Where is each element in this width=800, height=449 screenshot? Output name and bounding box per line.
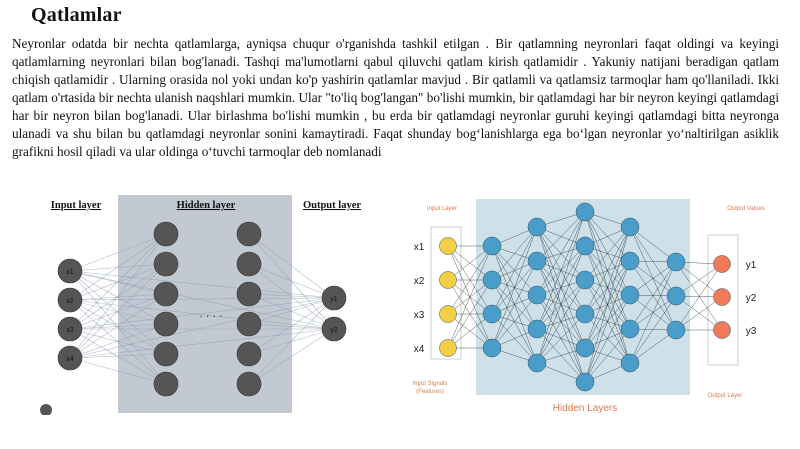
input-signals-caption: Input Signals bbox=[412, 381, 448, 387]
output-variable-label: y2 bbox=[745, 293, 757, 304]
neuron-node bbox=[714, 322, 731, 339]
output-values-header: Output Values bbox=[727, 206, 765, 212]
neuron-node bbox=[667, 287, 685, 305]
features-caption: (Features) bbox=[416, 389, 444, 395]
neuron-node bbox=[667, 321, 685, 339]
input-variable-label: x2 bbox=[413, 276, 425, 287]
output-variable-label: y3 bbox=[745, 326, 757, 337]
neuron-node bbox=[483, 305, 501, 323]
neuron-node bbox=[154, 222, 178, 246]
input-layer-header: Input Layer bbox=[426, 206, 458, 212]
neuron-node bbox=[576, 237, 594, 255]
neuron-node bbox=[621, 354, 639, 372]
neuron-label: x4 bbox=[66, 356, 74, 363]
neuron-node bbox=[528, 252, 546, 270]
neuron-node bbox=[237, 342, 261, 366]
neural-network-figure-left bbox=[34, 193, 372, 415]
neuron-node bbox=[237, 372, 261, 396]
output-variable-label: y1 bbox=[745, 260, 757, 271]
neuron-node bbox=[154, 342, 178, 366]
neuron-node bbox=[576, 373, 594, 391]
neuron-label: y2 bbox=[330, 327, 338, 334]
section-title: Qatlamlar bbox=[31, 4, 122, 26]
neuron-node bbox=[667, 253, 685, 271]
neuron-node bbox=[483, 339, 501, 357]
neuron-label: x1 bbox=[66, 269, 74, 276]
neuron-node bbox=[154, 372, 178, 396]
hidden-layer-label: Hidden layer bbox=[176, 200, 236, 211]
output-layer-caption: Output Layer bbox=[707, 393, 743, 399]
input-layer-label: Input layer bbox=[50, 200, 102, 211]
input-variable-label: x1 bbox=[413, 242, 425, 253]
neuron-node bbox=[440, 272, 457, 289]
neuron-label: x2 bbox=[66, 298, 74, 305]
hidden-layers-label: Hidden Layers bbox=[552, 403, 618, 414]
neuron-node bbox=[621, 218, 639, 236]
neuron-node bbox=[621, 252, 639, 270]
neuron-node bbox=[440, 238, 457, 255]
body-paragraph: Neyronlar odatda bir nechta qatlamlarga, ayniqsa chuqur o'rganishda tashkil etilgan . Bir qatlamning neyronlari faqat oldingi va keyingi qatlamlarning neyronlari bilan bog'lanadi. Tashqi ma'lumotlarni qabul qiluvchi qatlam kirish qatlamidir . Yakuniy natijani beradigan qatlam chiqish qatlamidir . Ularning orasida nol yoki undan ko'p yashirin qatlamlar mavjud . Bir qatlamli va qatlamsiz tarmoqlar ham qo'llaniladi. Ikki qatlam o'rtasida bir nechta ulanish naqshlari mumkin. Ular "to'liq bog'langan" bo'lishi mumkin, bir qatlamdagi har bir neyron keyingi qatlamdagi har bir neyron bilan bog'lanadi. Ular birlashma bo'lishi mumkin , bu erda bir qatlamdagi neyronlar guruhi keyingi qatlamdagi bitta neyronga ulanadi va shu bilan bu qatlamdagi neyronlar sonini kamaytiradi. Faqat shunday bog‘lanishlarga ega bo‘lgan neyronlar yo‘naltirilgan asiklik grafikni hosil qiladi va ular oldinga o‘tuvchi tarmoqlar deb nomlanadi bbox=[12, 36, 779, 159]
neuron-node bbox=[714, 256, 731, 273]
neuron-node bbox=[576, 339, 594, 357]
neuron-node bbox=[576, 203, 594, 221]
neuron-node bbox=[483, 237, 501, 255]
neuron-label: y1 bbox=[330, 296, 338, 303]
neuron-node bbox=[528, 320, 546, 338]
neuron-node bbox=[154, 252, 178, 276]
hidden-layers-background bbox=[476, 199, 690, 395]
neuron-node bbox=[528, 286, 546, 304]
neural-network-figure-right bbox=[400, 193, 780, 423]
neuron-node bbox=[237, 282, 261, 306]
neuron-node bbox=[576, 305, 594, 323]
ellipsis-dots: . . . . bbox=[199, 306, 223, 320]
neuron-node bbox=[440, 340, 457, 357]
output-layer-label: Output layer bbox=[302, 200, 362, 211]
neuron-node bbox=[440, 306, 457, 323]
neuron-label: x3 bbox=[66, 327, 74, 334]
hidden-layer-background bbox=[118, 195, 292, 413]
input-variable-label: x3 bbox=[413, 310, 425, 321]
neuron-node bbox=[237, 252, 261, 276]
neuron-node bbox=[483, 271, 501, 289]
neuron-node bbox=[237, 312, 261, 336]
neuron-node bbox=[528, 218, 546, 236]
neuron-node bbox=[621, 286, 639, 304]
neuron-node bbox=[237, 222, 261, 246]
neuron-node bbox=[154, 282, 178, 306]
neuron-node bbox=[528, 354, 546, 372]
neuron-node bbox=[154, 312, 178, 336]
neuron-node bbox=[576, 271, 594, 289]
input-variable-label: x4 bbox=[413, 344, 425, 355]
neuron-node bbox=[621, 320, 639, 338]
neuron-node bbox=[714, 289, 731, 306]
